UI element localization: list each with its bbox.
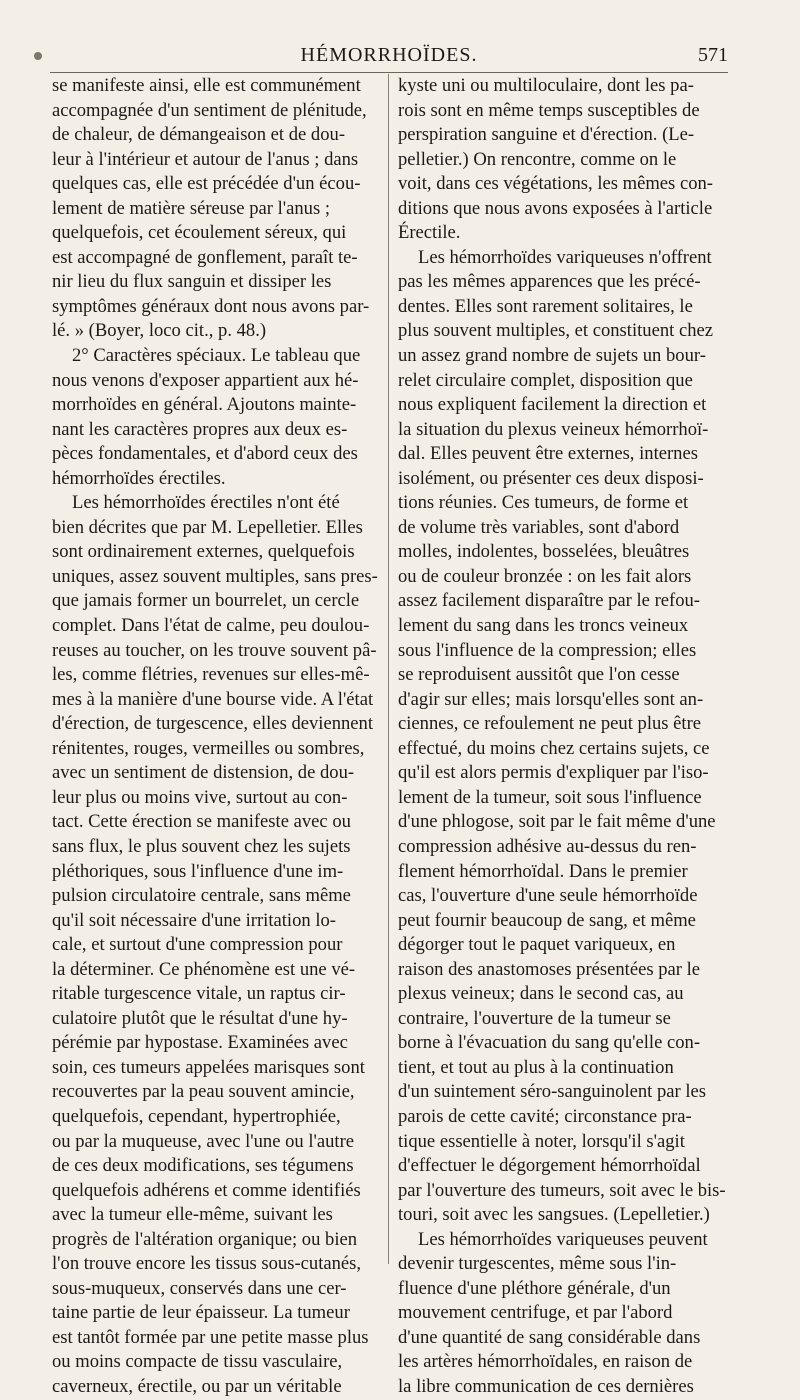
text-line: lé. » (Boyer, loco cit., p. 48.) (52, 320, 267, 342)
text-line: d'effectuer le dégorgement hémorrhoïdal (398, 1155, 701, 1177)
text-line: quelques cas, elle est précédée d'un écou- (52, 173, 361, 195)
text-line: d'une phlogose, soit par le fait même d'une (398, 811, 716, 833)
text-line: pèces fondamentales, et d'abord ceux des (52, 443, 358, 465)
text-line: fluence d'une pléthore générale, d'un (398, 1277, 671, 1299)
text-line: sont ordinairement externes, quelquefois (52, 541, 355, 563)
text-line: pléthoriques, sous l'influence d'une im- (52, 860, 344, 882)
text-line: la situation du plexus veineux hémorrhoï- (398, 418, 709, 440)
text-line: lement de matière séreuse par l'anus ; (52, 197, 331, 219)
running-title: HÉMORRHOÏDES. (300, 44, 478, 66)
text-line: sous-muqueux, conservés dans une cer- (52, 1277, 347, 1299)
text-line: par l'ouverture des tumeurs, soit avec le bis- (398, 1179, 726, 1201)
text-line: soin, ces tumeurs appelées marisques sont (52, 1056, 365, 1078)
text-line: la déterminer. Ce phénomène est une vé- (52, 958, 356, 980)
text-line: ciennes, ce refoulement ne peut plus être (398, 713, 702, 735)
text-line: recouvertes par la peau souvent amincie, (52, 1081, 355, 1103)
text-line: Les hémorrhoïdes érectiles n'ont été (72, 492, 340, 514)
text-line: 2° Caractères spéciaux. Le tableau que (72, 345, 361, 367)
text-line: que jamais former un bourrelet, un cercle (52, 590, 360, 612)
text-line: caverneux, érectile, ou par un véritable (52, 1375, 342, 1397)
text-line: d'un suintement séro-sanguinolent par les (398, 1081, 707, 1103)
text-line: les artères hémorrhoïdales, en raison de (398, 1351, 693, 1373)
text-line: compression adhésive au-dessus du ren- (398, 835, 697, 857)
text-line: isolément, ou présenter ces deux disposi- (398, 467, 704, 489)
text-line: culatoire plutôt que le résultat d'une hy- (52, 1007, 348, 1029)
text-line: tions réunies. Ces tumeurs, de forme et (398, 492, 689, 514)
text-line: quelquefois, cependant, hypertrophiée, (52, 1105, 341, 1127)
text-line: uniques, assez souvent multiples, sans pres- (52, 565, 378, 587)
text-line: avec la tumeur elle-même, suivant les (52, 1204, 333, 1226)
text-line: nous venons d'exposer appartient aux hé- (52, 369, 359, 391)
text-line: ditions que nous avons exposées à l'article (398, 197, 713, 219)
text-line: d'agir sur elles; mais lorsqu'elles sont an- (398, 688, 704, 710)
text-line: se manifeste ainsi, elle est communément (52, 75, 361, 96)
text-line: un assez grand nombre de sujets un bour- (398, 345, 706, 367)
right-column (398, 74, 733, 1400)
text-line: effectué, du moins chez certains sujets, ce (398, 737, 710, 759)
text-line: symptômes généraux dont nous avons par- (52, 295, 370, 317)
text-line: l'on trouve encore les tissus sous-cutanés, (52, 1253, 362, 1275)
margin-dot (34, 52, 42, 60)
text-line: parois de cette cavité; circonstance pra- (398, 1105, 692, 1127)
text-line: les, comme flétries, revenues sur elles-mê- (52, 664, 370, 686)
text-line: morrhoïdes en général. Ajoutons mainte- (52, 394, 357, 416)
text-line: flement hémorrhoïdal. Dans le premier (398, 860, 688, 882)
text-line: se reproduisent aussitôt que l'on cesse (398, 664, 680, 686)
text-line: ou de couleur bronzée : on les fait alors (398, 565, 692, 587)
text-line: accompagnée d'un sentiment de plénitude, (52, 99, 367, 121)
left-column (52, 74, 387, 1400)
text-line: nant les caractères propres aux deux es- (52, 418, 348, 440)
text-line: progrès de l'altération organique; ou bien (52, 1228, 358, 1250)
text-line: quelquefois adhérens et comme identifiés (52, 1179, 361, 1201)
text-line: dégorger tout le paquet variqueux, en (398, 934, 676, 956)
text-line: leur plus ou moins vive, surtout au con- (52, 786, 348, 808)
text-line: nir lieu du flux sanguin et dissiper les (52, 271, 332, 293)
text-line: complet. Dans l'état de calme, peu doulou- (52, 615, 370, 637)
text-line: relet circulaire complet, disposition que (398, 369, 693, 391)
text-line: hémorrhoïdes érectiles. (52, 467, 226, 489)
text-line: tient, et tout au plus à la continuation (398, 1056, 674, 1078)
text-line: nous expliquent facilement la direction et (398, 394, 707, 416)
text-line: plexus veineux; dans le second cas, au (398, 983, 684, 1005)
text-line: pas les mêmes apparences que les précé- (398, 271, 701, 293)
text-line: Les hémorrhoïdes variqueuses peuvent (418, 1228, 708, 1250)
text-line: d'érection, de turgescence, elles deviennent (52, 713, 374, 735)
text-line: de chaleur, de démangeaison et de dou- (52, 124, 346, 146)
text-line: touri, soit avec les sangsues. (Lepelletier.) (398, 1204, 710, 1226)
text-line: cale, et surtout d'une compression pour (52, 934, 343, 956)
text-line: leur à l'intérieur et autour de l'anus ; dans (52, 148, 359, 170)
text-line: rénitentes, rouges, vermeilles ou sombres, (52, 737, 365, 759)
text-line: d'une quantité de sang considérable dans (398, 1326, 701, 1348)
text-line: tique essentielle à noter, lorsqu'il s'agit (398, 1130, 685, 1152)
text-line: ritable turgescence vitale, un raptus cir- (52, 983, 346, 1005)
text-line: taine partie de leur épaisseur. La tumeur (52, 1302, 350, 1324)
text-line: pelletier.) On rencontre, comme on le (398, 148, 677, 170)
text-line: raison des anastomoses présentées par le (398, 958, 701, 980)
text-line: la libre communication de ces dernières (398, 1375, 694, 1397)
text-line: est tantôt formée par une petite masse plus (52, 1326, 369, 1348)
text-line: de volume très variables, sont d'abord (398, 516, 680, 538)
text-line: contraire, l'ouverture de la tumeur se (398, 1007, 671, 1029)
text-line: pulsion circulatoire centrale, sans même (52, 885, 351, 907)
text-line: Les hémorrhoïdes variqueuses n'offrent (418, 246, 712, 268)
text-line: borne à l'évacuation du sang qu'elle con- (398, 1032, 701, 1054)
text-line: sous l'influence de la compression; elles (398, 639, 697, 661)
text-line: assez facilement disparaître par le refou- (398, 590, 700, 612)
text-line: mouvement centrifuge, et par l'abord (398, 1302, 673, 1324)
text-line: avec un sentiment de distension, de dou- (52, 762, 355, 784)
text-line: dentes. Elles sont rarement solitaires, le (398, 295, 693, 317)
text-line: molles, indolentes, bosselées, bleuâtres (398, 541, 690, 563)
text-line: ou par la muqueuse, avec l'une ou l'autre (52, 1130, 355, 1152)
text-line: dal. Elles peuvent être externes, internes (398, 443, 698, 465)
text-line: mes à la manière d'une bourse vide. A l'état (52, 688, 374, 710)
text-line: tact. Cette érection se manifeste avec ou (52, 811, 351, 833)
column-divider (388, 74, 389, 1264)
text-line: quelquefois, cet écoulement séreux, qui (52, 222, 347, 244)
text-line: Érectile. (398, 222, 461, 244)
text-line: voit, dans ces végétations, les mêmes con- (398, 173, 713, 195)
text-line: pérémie par hypostase. Examinées avec (52, 1032, 348, 1054)
text-line: devenir turgescentes, même sous l'in- (398, 1253, 677, 1275)
text-line: rois sont en même temps susceptibles de (398, 99, 700, 121)
text-line: lement du sang dans les troncs veineux (398, 615, 689, 637)
text-line: cas, l'ouverture d'une seule hémorrhoïde (398, 885, 698, 907)
text-line: sans flux, le plus souvent chez les sujets (52, 835, 351, 857)
text-line: ou moins compacte de tissu vasculaire, (52, 1351, 343, 1373)
text-line: plus souvent multiples, et constituent chez (398, 320, 714, 342)
page-header (50, 42, 728, 73)
text-line: peut fournir beaucoup de sang, et même (398, 909, 696, 931)
text-line: perspiration sanguine et d'érection. (Le- (398, 124, 695, 146)
page-number: 571 (698, 44, 728, 66)
text-line: bien décrites que par M. Lepelletier. Elles (52, 516, 363, 538)
text-line: est accompagné de gonflement, paraît te- (52, 246, 358, 268)
text-line: qu'il est alors permis d'expliquer par l'iso- (398, 762, 709, 784)
text-line: reuses au toucher, on les trouve souvent pâ- (52, 639, 377, 661)
text-line: qu'il soit nécessaire d'une irritation lo- (52, 909, 336, 931)
text-line: lement de la tumeur, soit sous l'influence (398, 786, 702, 808)
text-line: kyste uni ou multiloculaire, dont les pa- (398, 75, 694, 96)
text-line: de ces deux modifications, ses tégumens (52, 1155, 354, 1177)
